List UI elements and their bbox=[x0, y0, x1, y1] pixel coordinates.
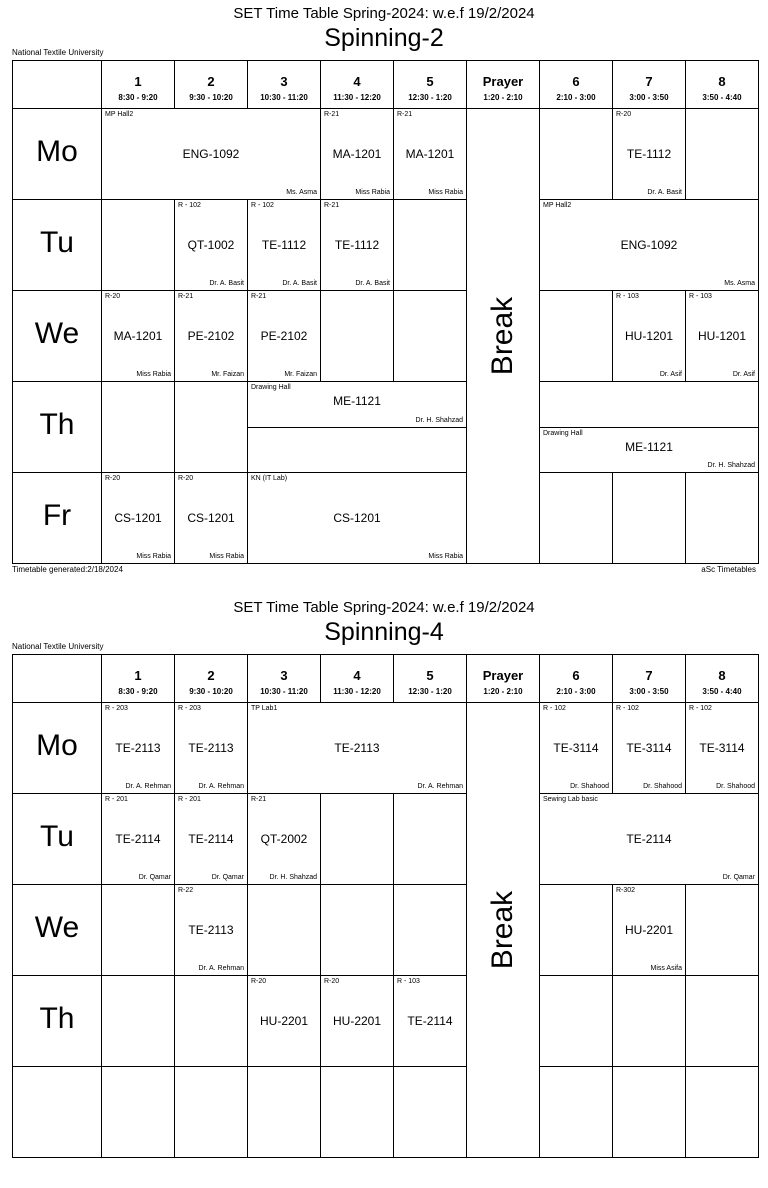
period-number: 1 bbox=[134, 668, 142, 683]
footer-brand: aSc Timetables bbox=[701, 565, 756, 574]
lesson-subject: HU-2201 bbox=[332, 1014, 382, 1028]
lesson-cell bbox=[248, 428, 467, 473]
header-corner bbox=[13, 655, 102, 703]
lesson-teacher: Dr. A. Rehman bbox=[417, 783, 463, 790]
empty-cell bbox=[102, 1067, 175, 1158]
lesson-cell bbox=[175, 291, 248, 382]
period-time: 3:00 - 3:50 bbox=[629, 93, 669, 102]
empty-cell bbox=[540, 473, 613, 564]
lesson-subject: HU-2201 bbox=[259, 1014, 309, 1028]
lesson-teacher: Miss Rabia bbox=[209, 553, 244, 560]
timetable-subtitle: SET Time Table Spring-2024: w.e.f 19/2/2024 bbox=[233, 5, 535, 22]
period-number: 7 bbox=[645, 74, 653, 89]
lesson-room: R-302 bbox=[616, 887, 636, 894]
period-number: 2 bbox=[207, 668, 215, 683]
lesson-room: R - 201 bbox=[105, 796, 128, 803]
period-time: 1:20 - 2:10 bbox=[483, 93, 523, 102]
empty-cell bbox=[686, 1067, 759, 1158]
lesson-subject: CS-1201 bbox=[333, 511, 381, 525]
lesson-teacher: Miss Rabia bbox=[428, 553, 463, 560]
lesson-cell bbox=[102, 703, 175, 794]
empty-cell bbox=[321, 885, 394, 976]
lesson-teacher: Dr. H. Shahzad bbox=[415, 417, 463, 424]
empty-cell bbox=[175, 976, 248, 1067]
period-time: 10:30 - 11:20 bbox=[260, 93, 308, 102]
timetable-grid bbox=[12, 60, 759, 564]
lesson-teacher: Dr. Qamar bbox=[211, 874, 244, 881]
period-header bbox=[467, 61, 540, 109]
empty-cell bbox=[394, 794, 467, 885]
lesson-cell bbox=[321, 976, 394, 1067]
day-label-cell bbox=[13, 291, 102, 382]
empty-cell bbox=[321, 1067, 394, 1158]
day-label: Tu bbox=[40, 820, 74, 853]
day-label: We bbox=[34, 317, 80, 350]
lesson-teacher: Dr. A. Basit bbox=[282, 280, 317, 287]
period-header bbox=[540, 61, 613, 109]
lesson-cell bbox=[686, 291, 759, 382]
period-header bbox=[248, 61, 321, 109]
period-header bbox=[467, 655, 540, 703]
period-number: 1 bbox=[134, 74, 142, 89]
period-time: 10:30 - 11:20 bbox=[260, 687, 308, 696]
lesson-cell bbox=[321, 200, 394, 291]
break-label: Break bbox=[486, 296, 519, 376]
day-label-cell bbox=[13, 109, 102, 200]
period-header bbox=[686, 61, 759, 109]
lesson-subject: ME-1121 bbox=[333, 394, 381, 408]
day-label: Th bbox=[39, 1002, 75, 1035]
lesson-cell bbox=[248, 703, 467, 794]
period-number: 6 bbox=[572, 74, 580, 89]
day-label-cell bbox=[13, 382, 102, 473]
lesson-teacher: Dr. Shahood bbox=[570, 783, 609, 790]
lesson-subject: TE-2113 bbox=[115, 741, 161, 755]
day-label: We bbox=[34, 911, 80, 944]
lesson-teacher: Dr. Shahood bbox=[643, 783, 682, 790]
day-label: Mo bbox=[36, 135, 78, 168]
lesson-room: R-21 bbox=[324, 111, 340, 118]
lesson-cell bbox=[686, 703, 759, 794]
period-header bbox=[102, 655, 175, 703]
period-number: 6 bbox=[572, 668, 580, 683]
period-time: 9:30 - 10:20 bbox=[189, 93, 233, 102]
lesson-cell bbox=[102, 291, 175, 382]
lesson-cell bbox=[540, 200, 759, 291]
lesson-subject: TE-2114 bbox=[188, 832, 234, 846]
lesson-room: R-21 bbox=[397, 111, 413, 118]
period-header bbox=[394, 61, 467, 109]
lesson-cell bbox=[540, 382, 759, 428]
header-corner bbox=[13, 61, 102, 109]
lesson-room: R-20 bbox=[178, 475, 194, 482]
period-number: 5 bbox=[426, 668, 434, 683]
empty-cell bbox=[540, 1067, 613, 1158]
lesson-subject: ENG-1092 bbox=[182, 147, 240, 161]
lesson-teacher: Mr. Faizan bbox=[211, 371, 244, 378]
timetable-title: Spinning-2 bbox=[324, 24, 444, 52]
lesson-subject: QT-2002 bbox=[260, 832, 308, 846]
lesson-cell bbox=[613, 109, 686, 200]
lesson-teacher: Miss Asifa bbox=[650, 965, 682, 972]
lesson-subject: ENG-1092 bbox=[620, 238, 678, 252]
lesson-cell bbox=[613, 703, 686, 794]
lesson-subject: PE-2102 bbox=[260, 329, 308, 343]
lesson-subject: TE-3114 bbox=[626, 741, 672, 755]
lesson-room: R - 102 bbox=[251, 202, 274, 209]
lesson-cell bbox=[540, 794, 759, 885]
lesson-teacher: Miss Rabia bbox=[428, 189, 463, 196]
period-number: Prayer bbox=[482, 74, 524, 89]
period-number: 5 bbox=[426, 74, 434, 89]
day-label-cell bbox=[13, 1067, 102, 1158]
lesson-teacher: Dr. A. Rehman bbox=[125, 783, 171, 790]
lesson-room: R - 103 bbox=[689, 293, 712, 300]
period-header bbox=[321, 655, 394, 703]
lesson-room: MP Hall2 bbox=[105, 111, 134, 118]
empty-cell bbox=[102, 382, 175, 473]
period-time: 12:30 - 1:20 bbox=[408, 687, 452, 696]
lesson-cell bbox=[175, 794, 248, 885]
lesson-room: R - 102 bbox=[616, 705, 639, 712]
lesson-subject: CS-1201 bbox=[187, 511, 235, 525]
lesson-cell bbox=[248, 976, 321, 1067]
period-number: Prayer bbox=[482, 668, 524, 683]
lesson-room: KN (IT Lab) bbox=[251, 475, 288, 482]
lesson-room: R-20 bbox=[324, 978, 340, 985]
lesson-subject: ME-1121 bbox=[625, 440, 673, 454]
lesson-room: R - 103 bbox=[616, 293, 639, 300]
lesson-cell bbox=[175, 885, 248, 976]
lesson-room: R - 102 bbox=[689, 705, 712, 712]
period-time: 11:30 - 12:20 bbox=[333, 93, 381, 102]
lesson-teacher: Dr. H. Shahzad bbox=[707, 462, 755, 469]
period-time: 3:50 - 4:40 bbox=[702, 93, 742, 102]
timetable-title: Spinning-4 bbox=[324, 618, 444, 646]
empty-cell bbox=[394, 291, 467, 382]
lesson-teacher: Ms. Asma bbox=[286, 189, 317, 196]
lesson-subject: TE-3114 bbox=[553, 741, 599, 755]
institution-name: National Textile University bbox=[12, 642, 104, 651]
empty-cell bbox=[686, 473, 759, 564]
lesson-room: TP Lab1 bbox=[251, 705, 278, 712]
period-number: 2 bbox=[207, 74, 215, 89]
lesson-room: R-21 bbox=[251, 796, 267, 803]
empty-cell bbox=[686, 885, 759, 976]
lesson-subject: MA-1201 bbox=[332, 147, 382, 161]
lesson-room: Drawing Hall bbox=[251, 384, 291, 391]
lesson-cell bbox=[248, 473, 467, 564]
empty-cell bbox=[394, 1067, 467, 1158]
lesson-teacher: Miss Rabia bbox=[136, 553, 171, 560]
period-number: 3 bbox=[280, 74, 288, 89]
period-time: 12:30 - 1:20 bbox=[408, 93, 452, 102]
lesson-cell bbox=[175, 200, 248, 291]
lesson-teacher: Dr. A. Basit bbox=[355, 280, 390, 287]
day-label-cell bbox=[13, 885, 102, 976]
lesson-subject: HU-2201 bbox=[624, 923, 674, 937]
period-number: 8 bbox=[718, 668, 726, 683]
empty-cell bbox=[540, 885, 613, 976]
lesson-teacher: Dr. Qamar bbox=[138, 874, 171, 881]
lesson-cell bbox=[248, 200, 321, 291]
day-label-cell bbox=[13, 473, 102, 564]
lesson-room: R-20 bbox=[616, 111, 632, 118]
lesson-teacher: Miss Rabia bbox=[355, 189, 390, 196]
empty-cell bbox=[102, 976, 175, 1067]
period-time: 2:10 - 3:00 bbox=[556, 93, 596, 102]
lesson-cell bbox=[102, 794, 175, 885]
lesson-subject: HU-1201 bbox=[624, 329, 674, 343]
lesson-room: R-20 bbox=[105, 293, 121, 300]
period-number: 4 bbox=[353, 74, 361, 89]
lesson-subject: TE-1112 bbox=[261, 238, 307, 252]
footer-generated: Timetable generated:2/18/2024 bbox=[12, 565, 123, 574]
lesson-subject: TE-2113 bbox=[188, 923, 234, 937]
period-header bbox=[613, 655, 686, 703]
period-time: 3:00 - 3:50 bbox=[629, 687, 669, 696]
empty-cell bbox=[613, 1067, 686, 1158]
lesson-teacher: Mr. Faizan bbox=[284, 371, 317, 378]
timetable-page bbox=[0, 594, 768, 1188]
day-label: Mo bbox=[36, 729, 78, 762]
day-label-cell bbox=[13, 794, 102, 885]
period-header bbox=[248, 655, 321, 703]
lesson-cell bbox=[175, 703, 248, 794]
break-column bbox=[467, 109, 540, 564]
day-label: Tu bbox=[40, 226, 74, 259]
empty-cell bbox=[321, 794, 394, 885]
period-number: 8 bbox=[718, 74, 726, 89]
period-number: 3 bbox=[280, 668, 288, 683]
lesson-cell bbox=[248, 382, 467, 428]
day-label-cell bbox=[13, 703, 102, 794]
empty-cell bbox=[613, 473, 686, 564]
lesson-room: R-21 bbox=[251, 293, 267, 300]
period-header bbox=[686, 655, 759, 703]
empty-cell bbox=[248, 885, 321, 976]
period-number: 7 bbox=[645, 668, 653, 683]
break-label: Break bbox=[486, 890, 519, 970]
lesson-room: R - 102 bbox=[178, 202, 201, 209]
lesson-room: R-22 bbox=[178, 887, 194, 894]
lesson-cell bbox=[613, 885, 686, 976]
period-time: 11:30 - 12:20 bbox=[333, 687, 381, 696]
lesson-subject: HU-1201 bbox=[697, 329, 747, 343]
period-number: 4 bbox=[353, 668, 361, 683]
lesson-teacher: Miss Rabia bbox=[136, 371, 171, 378]
period-header bbox=[102, 61, 175, 109]
lesson-cell bbox=[613, 291, 686, 382]
lesson-subject: PE-2102 bbox=[187, 329, 235, 343]
day-label: Th bbox=[39, 408, 75, 441]
lesson-subject: TE-2113 bbox=[188, 741, 234, 755]
lesson-cell bbox=[102, 109, 321, 200]
lesson-subject: TE-2113 bbox=[334, 741, 380, 755]
timetable-subtitle: SET Time Table Spring-2024: w.e.f 19/2/2024 bbox=[233, 599, 535, 616]
lesson-subject: TE-2114 bbox=[407, 1014, 453, 1028]
period-time: 8:30 - 9:20 bbox=[118, 687, 158, 696]
lesson-room: R - 102 bbox=[543, 705, 566, 712]
period-time: 8:30 - 9:20 bbox=[118, 93, 158, 102]
lesson-subject: TE-1112 bbox=[626, 147, 672, 161]
period-time: 9:30 - 10:20 bbox=[189, 687, 233, 696]
period-header bbox=[175, 655, 248, 703]
lesson-teacher: Dr. Qamar bbox=[722, 874, 755, 881]
empty-cell bbox=[175, 1067, 248, 1158]
lesson-subject: MA-1201 bbox=[113, 329, 163, 343]
empty-cell bbox=[321, 291, 394, 382]
lesson-teacher: Dr. H. Shahzad bbox=[269, 874, 317, 881]
lesson-room: Sewing Lab basic bbox=[543, 796, 598, 803]
period-header bbox=[613, 61, 686, 109]
day-label-cell bbox=[13, 200, 102, 291]
lesson-room: R - 203 bbox=[105, 705, 128, 712]
day-label: Fr bbox=[42, 499, 72, 532]
lesson-cell bbox=[394, 109, 467, 200]
lesson-room: R-21 bbox=[324, 202, 340, 209]
period-header bbox=[175, 61, 248, 109]
lesson-subject: QT-1002 bbox=[187, 238, 235, 252]
empty-cell bbox=[394, 885, 467, 976]
lesson-teacher: Dr. Shahood bbox=[716, 783, 755, 790]
empty-cell bbox=[248, 1067, 321, 1158]
institution-name: National Textile University bbox=[12, 48, 104, 57]
lesson-subject: CS-1201 bbox=[114, 511, 162, 525]
lesson-cell bbox=[248, 291, 321, 382]
lesson-room: R - 203 bbox=[178, 705, 201, 712]
empty-cell bbox=[613, 976, 686, 1067]
empty-cell bbox=[540, 976, 613, 1067]
lesson-teacher: Ms. Asma bbox=[724, 280, 755, 287]
lesson-room: R-21 bbox=[178, 293, 194, 300]
lesson-cell bbox=[248, 794, 321, 885]
break-column bbox=[467, 703, 540, 1158]
timetable-grid bbox=[12, 654, 759, 1158]
period-header bbox=[394, 655, 467, 703]
lesson-subject: TE-1112 bbox=[334, 238, 380, 252]
period-header bbox=[321, 61, 394, 109]
period-time: 3:50 - 4:40 bbox=[702, 687, 742, 696]
lesson-cell bbox=[540, 428, 759, 473]
day-label-cell bbox=[13, 976, 102, 1067]
period-time: 2:10 - 3:00 bbox=[556, 687, 596, 696]
lesson-room: MP Hall2 bbox=[543, 202, 572, 209]
lesson-subject: MA-1201 bbox=[405, 147, 455, 161]
lesson-subject: TE-2114 bbox=[626, 832, 672, 846]
empty-cell bbox=[175, 382, 248, 473]
period-time: 1:20 - 2:10 bbox=[483, 687, 523, 696]
lesson-subject: TE-2114 bbox=[115, 832, 161, 846]
lesson-room: R-20 bbox=[105, 475, 121, 482]
empty-cell bbox=[540, 109, 613, 200]
lesson-subject: TE-3114 bbox=[699, 741, 745, 755]
empty-cell bbox=[394, 200, 467, 291]
lesson-room: R-20 bbox=[251, 978, 267, 985]
lesson-cell bbox=[102, 473, 175, 564]
lesson-teacher: Dr. Asif bbox=[732, 371, 755, 378]
lesson-room: Drawing Hall bbox=[543, 430, 583, 437]
lesson-cell bbox=[321, 109, 394, 200]
lesson-teacher: Dr. A. Rehman bbox=[198, 965, 244, 972]
empty-cell bbox=[102, 200, 175, 291]
empty-cell bbox=[686, 976, 759, 1067]
lesson-room: R - 103 bbox=[397, 978, 420, 985]
lesson-room: R - 201 bbox=[178, 796, 201, 803]
period-header bbox=[540, 655, 613, 703]
lesson-cell bbox=[394, 976, 467, 1067]
lesson-teacher: Dr. A. Basit bbox=[647, 189, 682, 196]
lesson-cell bbox=[175, 473, 248, 564]
lesson-teacher: Dr. A. Basit bbox=[209, 280, 244, 287]
empty-cell bbox=[540, 291, 613, 382]
lesson-teacher: Dr. A. Rehman bbox=[198, 783, 244, 790]
empty-cell bbox=[686, 109, 759, 200]
empty-cell bbox=[102, 885, 175, 976]
lesson-cell bbox=[540, 703, 613, 794]
lesson-teacher: Dr. Asif bbox=[659, 371, 682, 378]
